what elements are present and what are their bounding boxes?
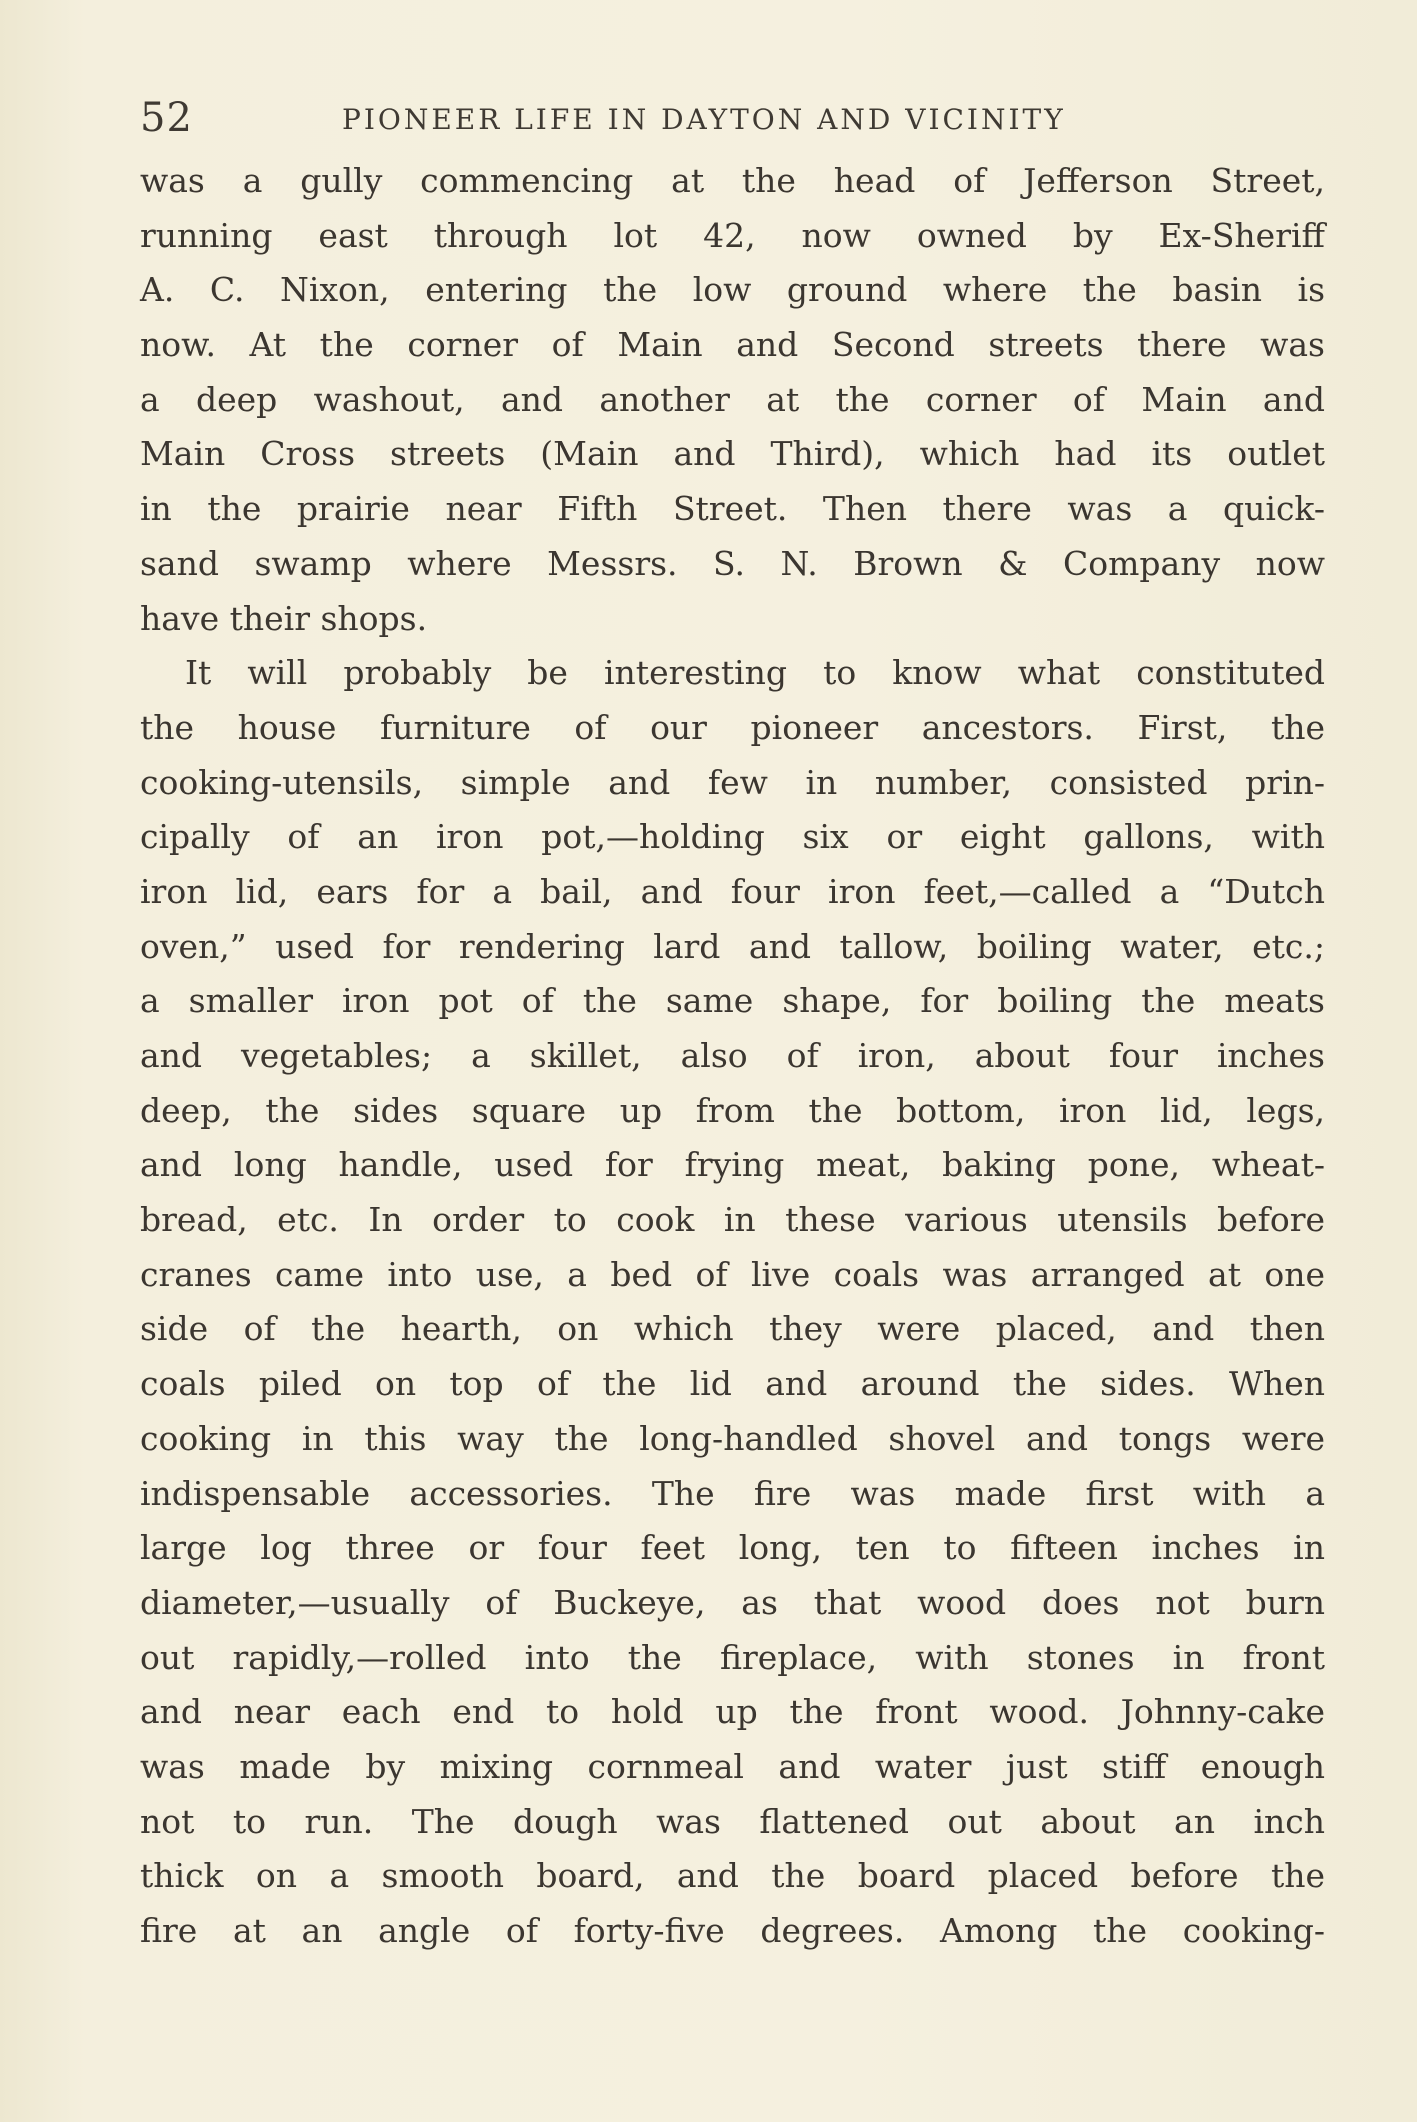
running-head: PIONEER LIFE IN DAYTON AND VICINITY <box>342 103 1066 136</box>
text-line: diameter,—usually of Buckeye, as that wood does not burn <box>140 1582 1325 1622</box>
text-line: was a gully commencing at the head of Jefferson Street, <box>140 161 1325 200</box>
text-line: large log three or four feet long, ten to fifteen inches in <box>140 1528 1325 1568</box>
text-line: side of the hearth, on which they were placed, and then <box>140 1309 1325 1349</box>
text-line: coals piled on top of the lid and around the sides. When <box>140 1364 1325 1404</box>
paragraph-2 <box>140 646 1325 1959</box>
paragraph-1 <box>140 154 1325 646</box>
text-line: in the prairie near Fifth Street. Then there was a quick- <box>140 489 1325 529</box>
text-line: cipally of an iron pot,—holding six or eight gallons, with <box>140 817 1325 857</box>
text-line: and near each end to hold up the front wood. Johnny-cake <box>140 1692 1325 1732</box>
text-line: have their shops. <box>140 598 428 638</box>
text-line: sand swamp where Messrs. S. N. Brown & Company now <box>140 543 1325 583</box>
text-line: deep, the sides square up from the bottom, iron lid, legs, <box>140 1090 1325 1130</box>
text-line: fire at an angle of forty-five degrees. Among the cooking- <box>140 1911 1325 1950</box>
text-line: a deep washout, and another at the corner of Main and <box>140 379 1325 419</box>
text-line: cooking-utensils, simple and few in number, consisted prin- <box>140 762 1325 802</box>
text-line: and vegetables; a skillet, also of iron, about four inches <box>140 1036 1325 1075</box>
text-line: and long handle, used for frying meat, baking pone, wheat- <box>140 1145 1325 1185</box>
text-line: bread, etc. In order to cook in these various utensils before <box>140 1200 1325 1240</box>
text-line: iron lid, ears for a bail, and four iron feet,—called a “Dutch <box>140 871 1325 911</box>
text-line: was made by mixing cornmeal and water just stiff enough <box>140 1746 1325 1786</box>
text-line: out rapidly,—rolled into the fireplace, with stones in front <box>140 1637 1325 1677</box>
text-line: oven,” used for rendering lard and tallow, boiling water, etc.; <box>140 926 1325 966</box>
text-line: now. At the corner of Main and Second streets there was <box>140 325 1325 365</box>
text-line: cooking in this way the long-handled shovel and tongs were <box>140 1418 1325 1458</box>
text-line: indispensable accessories. The fire was made first with a <box>140 1473 1325 1513</box>
text-line: the house furniture of our pioneer ancestors. First, the <box>140 707 1325 747</box>
body-text <box>140 154 1325 1959</box>
text-line: not to run. The dough was flattened out about an inch <box>140 1801 1325 1841</box>
text-line: running east through lot 42, now owned by Ex-Sheriff <box>140 215 1325 255</box>
text-line: It will probably be interesting to know what constituted <box>185 653 1325 693</box>
page-number: 52 <box>140 95 193 141</box>
text-line: A. C. Nixon, entering the low ground where the basin is <box>140 270 1325 310</box>
text-line: cranes came into use, a bed of live coals was arranged at one <box>140 1254 1325 1294</box>
text-line: Main Cross streets (Main and Third), which had its outlet <box>140 434 1325 474</box>
text-line: thick on a smooth board, and the board placed before the <box>140 1856 1325 1896</box>
page-header <box>140 88 1320 148</box>
text-line: a smaller iron pot of the same shape, for boiling the meats <box>140 981 1325 1021</box>
